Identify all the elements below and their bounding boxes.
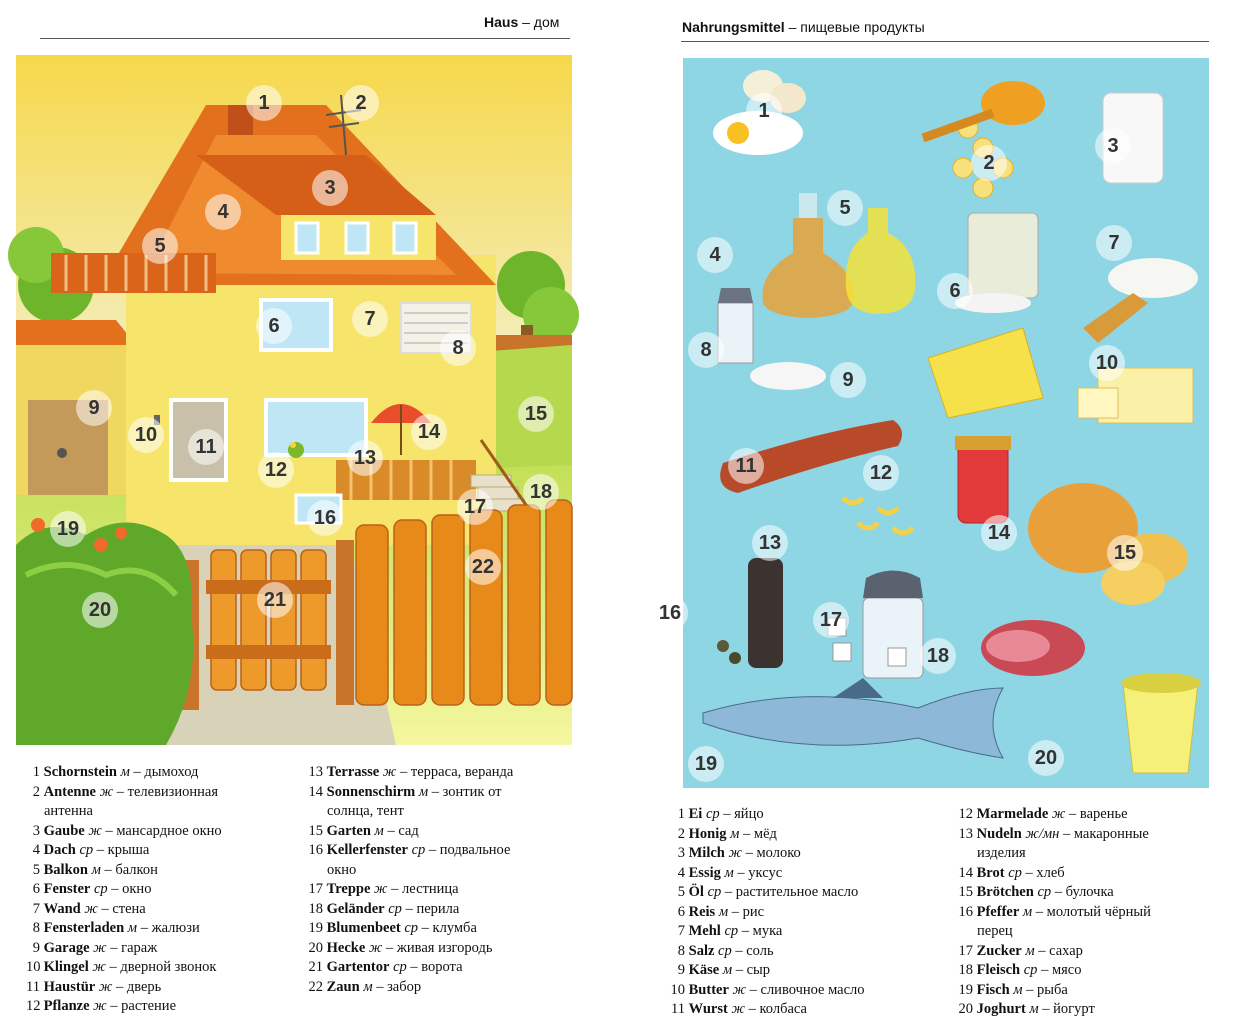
russian-translation: рис <box>742 903 765 920</box>
vocab-entry: 1 Schornstein м – дымоход <box>26 763 222 783</box>
vocab-entry: 8 Fensterladen м – жалюзи <box>26 919 222 939</box>
callout-number: 22 <box>471 556 495 578</box>
gender-mark: м <box>730 825 740 842</box>
vocab-entry: 5 Balkon м – балкон <box>26 861 222 881</box>
callout-number: 21 <box>263 589 287 611</box>
russian-translation: сахар <box>1049 942 1083 959</box>
gender-mark: м <box>363 978 373 995</box>
vocab-entry: 16 Kellerfenster ср – подвальное окно <box>305 841 513 880</box>
callout-number: 2 <box>983 152 995 174</box>
callout-number: 2 <box>355 92 367 114</box>
entry-number: 6 <box>677 903 685 920</box>
entry-number: 8 <box>677 942 685 959</box>
russian-translation: растительное масло <box>735 884 859 900</box>
russian-translation: рыба <box>1037 981 1068 998</box>
callout-number: 5 <box>839 197 851 219</box>
german-word: Pflanze <box>43 998 90 1014</box>
vocab-entry: 14 Brot ср – хлеб <box>955 864 1151 884</box>
callout-number: 18 <box>926 645 950 667</box>
callout-number: 5 <box>154 235 166 257</box>
page-header-food <box>682 19 925 35</box>
russian-translation: гараж <box>121 939 158 956</box>
german-word: Schornstein <box>43 764 117 780</box>
german-word: Brot <box>976 864 1005 881</box>
german-word: Kellerfenster <box>326 842 408 858</box>
callout-number: 3 <box>1107 135 1119 157</box>
vocab-entry: 11 Wurst ж – колбаса <box>669 1000 865 1020</box>
entry-number: 7 <box>677 923 685 939</box>
callout-number: 7 <box>364 308 376 330</box>
gender-mark: ж <box>374 881 388 897</box>
gender-mark: м <box>120 764 130 780</box>
callout-number: 15 <box>524 403 548 425</box>
russian-translation: растение <box>121 998 177 1014</box>
russian-translation-cont: антенна <box>44 803 93 819</box>
russian-translation: лестница <box>402 881 459 897</box>
entry-number: 5 <box>32 861 40 878</box>
gender-mark: м <box>1013 981 1023 998</box>
german-word: Wurst <box>688 1001 728 1017</box>
german-word: Garage <box>43 939 90 956</box>
callout-number: 10 <box>1095 352 1119 374</box>
callout-number: 6 <box>949 280 961 302</box>
entry-number: 18 <box>308 900 323 917</box>
russian-translation: дверь <box>126 978 162 995</box>
german-word: Klingel <box>43 959 89 975</box>
entry-number: 7 <box>32 900 40 917</box>
entry-number: 16 <box>308 842 323 858</box>
vocab-entry: 4 Essig м – уксус <box>669 864 865 884</box>
vocab-entry: 13 Nudeln ж/мн – макаронные изделия <box>955 825 1151 864</box>
gender-mark: м <box>724 864 734 881</box>
german-word: Essig <box>688 864 721 881</box>
vocab-entry: 1 Ei ср – яйцо <box>669 805 865 825</box>
entry-number: 14 <box>958 864 973 881</box>
gender-mark: ср <box>404 920 419 936</box>
callout-number: 9 <box>842 369 854 391</box>
callout-number: 1 <box>258 92 270 114</box>
gender-mark: ж <box>728 845 742 861</box>
entry-number: 16 <box>958 903 973 920</box>
entry-number: 2 <box>32 783 40 800</box>
gender-mark: м <box>91 861 101 878</box>
gender-mark: м <box>1022 903 1033 920</box>
callout-number: 8 <box>700 339 712 361</box>
german-word: Fleisch <box>976 962 1021 978</box>
gender-mark: ср <box>707 884 722 900</box>
gender-mark: ж <box>93 939 107 956</box>
callout-number: 16 <box>313 507 337 529</box>
callout-number: 18 <box>529 481 553 503</box>
gender-mark: м <box>1025 942 1035 959</box>
callout-number: 15 <box>1113 542 1137 564</box>
russian-translation: окно <box>122 881 152 897</box>
entry-number: 12 <box>958 806 973 822</box>
callout-number: 12 <box>264 459 288 481</box>
russian-translation: хлеб <box>1036 864 1065 881</box>
entry-number: 15 <box>958 884 973 900</box>
gender-mark: ср <box>388 900 402 917</box>
german-word: Fisch <box>976 981 1010 998</box>
gender-mark: ж <box>92 959 106 975</box>
entry-number: 9 <box>32 939 40 956</box>
gender-mark: ср <box>1008 864 1022 881</box>
german-word: Antenne <box>43 783 96 800</box>
vocab-entry: 10 Klingel ж – дверной звонок <box>26 958 222 978</box>
russian-translation: терраса, веранда <box>410 764 514 780</box>
entry-number: 14 <box>308 783 323 800</box>
russian-translation-cont: изделия <box>977 845 1026 861</box>
german-word: Gaube <box>43 822 85 839</box>
gender-mark: ж <box>88 822 102 839</box>
callout-number: 13 <box>353 447 377 469</box>
russian-translation: сливочное масло <box>760 981 865 998</box>
header-title-ru: – дом <box>518 14 560 30</box>
german-word: Geländer <box>326 900 385 917</box>
vocab-entry: 20 Hecke ж – живая изгородь <box>305 939 513 959</box>
gender-mark: м <box>718 903 729 920</box>
food-illustration <box>658 58 1209 788</box>
vocab-entry: 2 Honig м – мёд <box>669 825 865 845</box>
vocab-list-house-1 <box>26 763 222 1017</box>
entry-number: 4 <box>677 864 685 881</box>
callout-number: 17 <box>463 496 487 518</box>
entry-number: 11 <box>671 1001 685 1017</box>
russian-translation: перила <box>416 900 460 917</box>
entry-number: 1 <box>677 806 685 822</box>
german-word: Brötchen <box>976 884 1034 900</box>
vocab-entry: 9 Garage ж – гараж <box>26 939 222 959</box>
vocab-list-food-1 <box>669 805 865 1020</box>
callout-number: 4 <box>709 244 721 266</box>
vocab-entry: 11 Haustür ж – дверь <box>26 978 222 998</box>
russian-translation: дымоход <box>144 764 199 780</box>
russian-translation: телевизионная <box>127 783 219 800</box>
vocab-entry: 2 Antenne ж – телевизионная антенна <box>26 783 222 822</box>
german-word: Sonnenschirm <box>326 783 416 800</box>
vocab-list-food-2 <box>955 805 1151 1020</box>
callout-number: 8 <box>452 337 464 359</box>
russian-translation: подвальное <box>439 842 511 858</box>
german-word: Fensterladen <box>43 920 125 936</box>
vocab-entry: 20 Joghurt м – йогурт <box>955 1000 1151 1020</box>
entry-number: 4 <box>32 842 40 858</box>
gender-mark: м <box>127 920 138 936</box>
russian-translation: колбаса <box>759 1001 807 1017</box>
russian-translation-cont: окно <box>327 861 357 878</box>
russian-translation-cont: солнца, тент <box>327 803 404 819</box>
callout-number: 7 <box>1108 232 1120 254</box>
entry-number: 3 <box>677 845 685 861</box>
russian-translation: макаронные <box>1073 825 1149 842</box>
gender-mark: ср <box>718 942 732 959</box>
german-word: Honig <box>688 825 727 842</box>
header-rule <box>40 38 570 39</box>
german-word: Terrasse <box>326 764 380 780</box>
gender-mark: м <box>418 783 429 800</box>
vocab-entry: 17 Zucker м – сахар <box>955 942 1151 962</box>
russian-translation: молоко <box>756 845 801 861</box>
russian-translation: живая изгородь <box>396 939 493 956</box>
callout-number: 20 <box>1034 747 1058 769</box>
entry-number: 21 <box>308 959 323 975</box>
entry-number: 19 <box>308 920 323 936</box>
vocab-entry: 18 Fleisch ср – мясо <box>955 961 1151 981</box>
callout-number: 11 <box>195 436 217 458</box>
callout-number: 14 <box>987 522 1011 544</box>
vocab-entry: 8 Salz ср – соль <box>669 942 865 962</box>
gender-mark: ж <box>84 900 98 917</box>
german-word: Joghurt <box>976 1001 1026 1017</box>
russian-translation: забор <box>387 978 422 995</box>
german-word: Fenster <box>43 881 91 897</box>
gender-mark: ср <box>1023 962 1038 978</box>
entry-number: 19 <box>958 981 973 998</box>
russian-translation: ворота <box>421 959 463 975</box>
german-word: Käse <box>688 962 720 978</box>
entry-number: 5 <box>677 884 685 900</box>
gender-mark: ср <box>93 881 108 897</box>
gender-mark: м <box>722 962 733 978</box>
gender-mark: ср <box>724 923 739 939</box>
entry-number: 13 <box>308 764 323 780</box>
russian-translation: сад <box>398 822 419 839</box>
vocab-entry: 13 Terrasse ж – терраса, веранда <box>305 763 513 783</box>
header-title-ru: – пищевые продукты <box>784 19 925 35</box>
entry-number: 13 <box>958 825 973 842</box>
gender-mark: ж <box>93 998 107 1014</box>
vocab-entry: 15 Brötchen ср – булочка <box>955 883 1151 903</box>
vocab-entry: 6 Fenster ср – окно <box>26 880 222 900</box>
callout-number: 3 <box>324 177 336 199</box>
vocab-entry: 12 Marmelade ж – варенье <box>955 805 1151 825</box>
russian-translation: зонтик от <box>442 783 502 800</box>
vocab-entry: 19 Fisch м – рыба <box>955 981 1151 1001</box>
entry-number: 17 <box>308 881 323 897</box>
entry-number: 6 <box>32 881 40 897</box>
russian-translation: йогурт <box>1053 1001 1095 1017</box>
header-title-de: Haus <box>484 14 519 30</box>
russian-translation: балкон <box>115 861 158 878</box>
page-header-house <box>484 14 559 30</box>
russian-translation: дверной звонок <box>120 959 217 975</box>
header-title-de: Nahrungsmittel <box>682 19 785 35</box>
callout-number: 11 <box>735 455 757 477</box>
russian-translation: мансардное окно <box>116 822 222 839</box>
entry-number: 10 <box>26 959 41 975</box>
vocab-entry: 7 Mehl ср – мука <box>669 922 865 942</box>
header-rule <box>681 41 1209 42</box>
vocab-entry: 17 Treppe ж – лестница <box>305 880 513 900</box>
entry-number: 17 <box>958 942 973 959</box>
house-illustration <box>16 55 572 745</box>
page-food <box>621 0 1242 1024</box>
gender-mark: ср <box>411 842 426 858</box>
german-word: Milch <box>688 845 725 861</box>
vocab-entry: 14 Sonnenschirm м – зонтик от солнца, тент <box>305 783 513 822</box>
callout-number: 9 <box>88 397 100 419</box>
german-word: Pfeffer <box>976 903 1020 920</box>
russian-translation: яйцо <box>734 806 764 822</box>
callout-number: 20 <box>88 599 112 621</box>
german-word: Salz <box>688 942 715 959</box>
vocab-entry: 9 Käse м – сыр <box>669 961 865 981</box>
entry-number: 18 <box>958 962 973 978</box>
entry-number: 12 <box>26 998 41 1014</box>
gender-mark: ср <box>393 959 407 975</box>
gender-mark: ж <box>732 981 747 998</box>
gender-mark: ж <box>98 978 113 995</box>
german-word: Dach <box>43 842 76 858</box>
german-word: Butter <box>688 981 729 998</box>
german-word: Mehl <box>688 923 721 939</box>
entry-number: 11 <box>26 978 40 995</box>
german-word: Marmelade <box>976 806 1049 822</box>
russian-translation: мёд <box>753 825 777 842</box>
callout-number: 10 <box>134 424 158 446</box>
russian-translation: мука <box>752 923 783 939</box>
german-word: Garten <box>326 822 371 839</box>
entry-number: 8 <box>32 920 40 936</box>
gender-mark: м <box>374 822 384 839</box>
german-word: Zaun <box>326 978 360 995</box>
gender-mark: ж <box>368 939 383 956</box>
callout-number: 4 <box>217 201 229 223</box>
callout-number: 6 <box>268 315 280 337</box>
russian-translation: уксус <box>748 864 783 881</box>
page-house <box>0 0 600 1024</box>
callout-number: 19 <box>694 753 718 775</box>
vocab-entry: 5 Öl ср – растительное масло <box>669 883 865 903</box>
entry-number: 2 <box>677 825 685 842</box>
vocab-entry: 16 Pfeffer м – молотый чёрный перец <box>955 903 1151 942</box>
vocab-list-house-2 <box>305 763 513 997</box>
gender-mark: ж <box>1051 806 1066 822</box>
callout-number: 17 <box>819 609 843 631</box>
vocab-entry: 4 Dach ср – крыша <box>26 841 222 861</box>
entry-number: 22 <box>308 978 323 995</box>
entry-number: 15 <box>308 822 323 839</box>
gender-mark: ж <box>99 783 114 800</box>
gender-mark: м <box>1029 1001 1039 1017</box>
vocab-entry: 12 Pflanze ж – растение <box>26 997 222 1017</box>
vocab-entry: 19 Blumenbeet ср – клумба <box>305 919 513 939</box>
german-word: Haustür <box>43 978 96 995</box>
vocab-entry: 18 Geländer ср – перила <box>305 900 513 920</box>
callout-number: 13 <box>758 532 782 554</box>
german-word: Ei <box>688 806 703 822</box>
german-word: Hecke <box>326 939 366 956</box>
entry-number: 3 <box>32 822 40 839</box>
russian-translation: молотый чёрный <box>1046 903 1151 920</box>
entry-number: 1 <box>32 764 40 780</box>
gender-mark: ж <box>382 764 397 780</box>
russian-translation: крыша <box>107 842 150 858</box>
gender-mark: ж <box>731 1001 745 1017</box>
german-word: Reis <box>688 903 716 920</box>
german-word: Zucker <box>976 942 1022 959</box>
gender-mark: ср <box>705 806 720 822</box>
callout-number: 12 <box>869 462 893 484</box>
russian-translation-cont: перец <box>977 923 1013 939</box>
vocab-entry: 22 Zaun м – забор <box>305 978 513 998</box>
russian-translation: булочка <box>1065 884 1114 900</box>
russian-translation: варенье <box>1079 806 1128 822</box>
german-word: Nudeln <box>976 825 1022 842</box>
vocab-entry: 3 Gaube ж – мансардное окно <box>26 822 222 842</box>
entry-number: 9 <box>677 962 685 978</box>
russian-translation: жалюзи <box>151 920 200 936</box>
german-word: Balkon <box>43 861 88 878</box>
gender-mark: ср <box>79 842 94 858</box>
russian-translation: соль <box>746 942 774 959</box>
vocab-entry: 6 Reis м – рис <box>669 903 865 923</box>
entry-number: 10 <box>670 981 685 998</box>
russian-translation: стена <box>112 900 146 917</box>
gender-mark: ж/мн <box>1025 825 1060 842</box>
gender-mark: ср <box>1037 884 1052 900</box>
callout-number: 1 <box>758 100 770 122</box>
vocab-entry: 10 Butter ж – сливочное масло <box>669 981 865 1001</box>
callout-number: 14 <box>417 421 441 443</box>
vocab-entry: 3 Milch ж – молоко <box>669 844 865 864</box>
german-word: Wand <box>43 900 81 917</box>
callout-number: 19 <box>56 518 80 540</box>
russian-translation: клумба <box>432 920 477 936</box>
callout-number: 16 <box>658 602 682 624</box>
russian-translation: мясо <box>1051 962 1082 978</box>
entry-number: 20 <box>958 1001 973 1017</box>
german-word: Blumenbeet <box>326 920 401 936</box>
german-word: Gartentor <box>326 959 390 975</box>
vocab-entry: 15 Garten м – сад <box>305 822 513 842</box>
vocab-entry: 21 Gartentor ср – ворота <box>305 958 513 978</box>
german-word: Öl <box>688 884 704 900</box>
vocab-entry: 7 Wand ж – стена <box>26 900 222 920</box>
german-word: Treppe <box>326 881 371 897</box>
russian-translation: сыр <box>746 962 771 978</box>
entry-number: 20 <box>308 939 323 956</box>
